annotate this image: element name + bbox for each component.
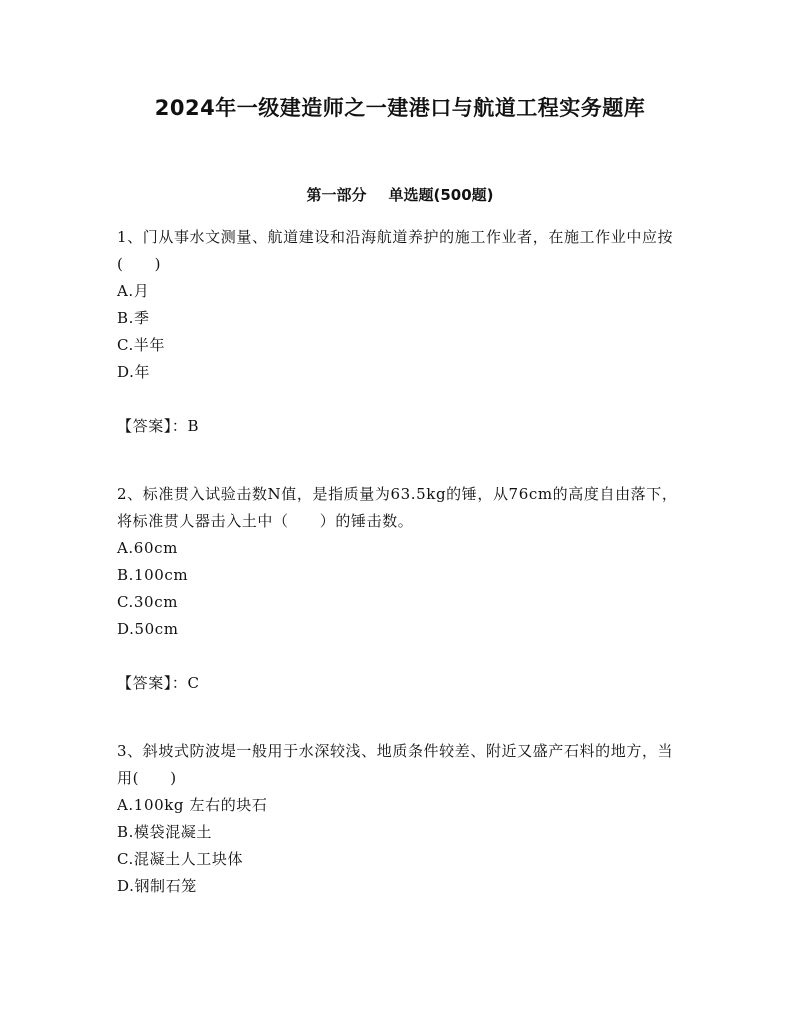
answer-line bbox=[117, 413, 680, 440]
question-stem: 3、斜坡式防波堤一般用于水深较浅、地质条件较差、附近又盛产石料的地方，当用( ) bbox=[117, 742, 674, 787]
question-2 bbox=[117, 481, 680, 697]
document-title: 2024年一级建造师之一建港口与航道工程实务题库 bbox=[154, 96, 646, 120]
option-a: A.月 bbox=[117, 282, 150, 300]
option-c: C.30cm bbox=[117, 593, 179, 611]
section-heading bbox=[0, 184, 800, 205]
option-b: B.模袋混凝土 bbox=[117, 823, 212, 841]
question-stem: 2、标准贯入试验击数N值，是指质量为63.5kg的锤，从76cm的高度自由落下，将标准贯人器击入土中（ ）的锤击数。 bbox=[117, 485, 678, 530]
option-b: B.100cm bbox=[117, 566, 189, 584]
section-name: 单选题(500题) bbox=[388, 186, 494, 204]
section-part: 第一部分 bbox=[306, 186, 367, 204]
option-a: A.60cm bbox=[117, 539, 178, 557]
option-c: C.混凝土人工块体 bbox=[117, 850, 244, 868]
option-c: C.半年 bbox=[117, 336, 166, 354]
answer-value: B bbox=[187, 417, 200, 435]
option-d: D.50cm bbox=[117, 620, 179, 638]
question-1 bbox=[117, 224, 680, 440]
question-3 bbox=[117, 738, 680, 900]
option-a: A.100kg 左右的块石 bbox=[117, 796, 268, 814]
option-d: D.钢制石笼 bbox=[117, 877, 197, 895]
answer-label: 【答案】： bbox=[117, 674, 188, 692]
question-stem: 1、门从事水文测量、航道建设和沿海航道养护的施工作业者，在施工作业中应按( ) bbox=[117, 228, 674, 273]
answer-line bbox=[117, 670, 680, 697]
option-b: B.季 bbox=[117, 309, 150, 327]
answer-value: C bbox=[187, 674, 200, 692]
answer-label: 【答案】： bbox=[117, 417, 188, 435]
option-d: D.年 bbox=[117, 363, 151, 381]
